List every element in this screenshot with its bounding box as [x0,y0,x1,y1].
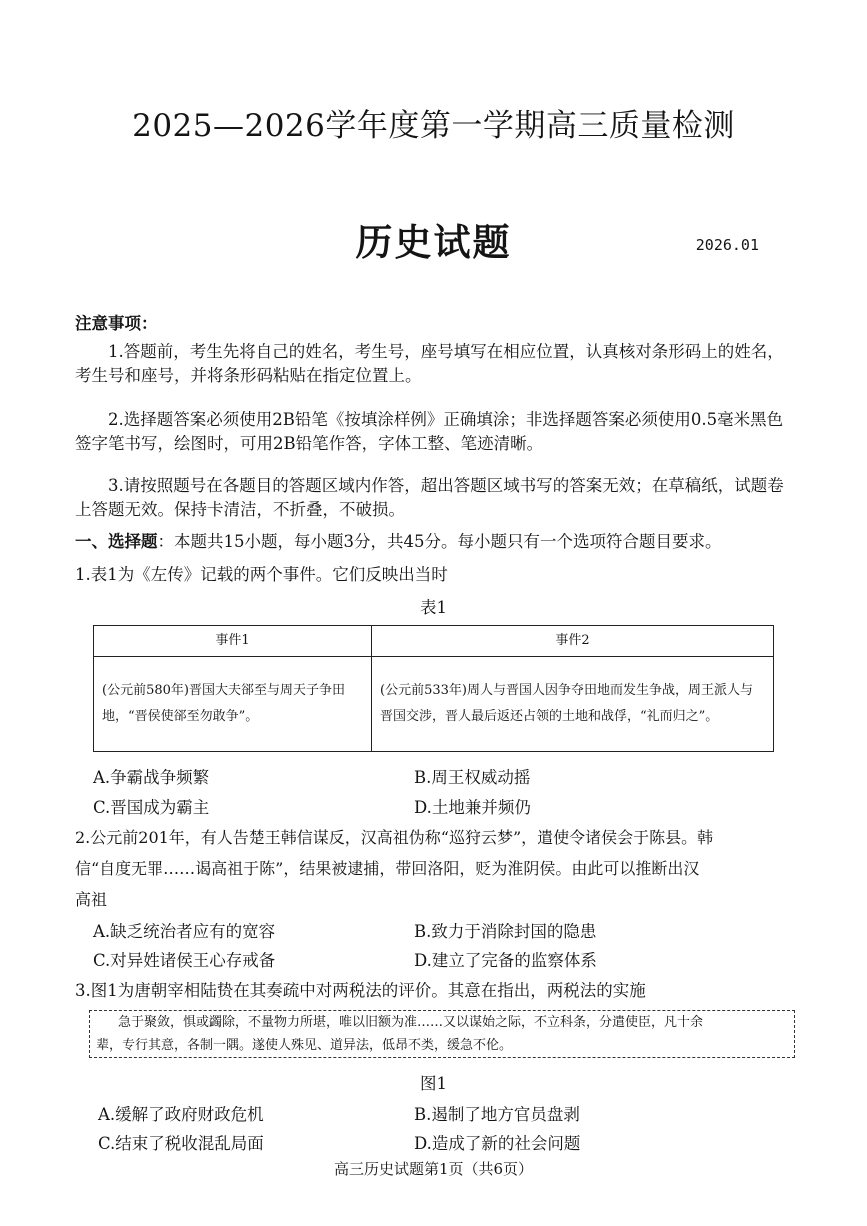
subject-title: 历史试题 [355,220,512,264]
q1-stem: 1.表1为《左传》记载的两个事件。它们反映出当时 [75,565,448,584]
q3-option-a: A.缓解了政府财政危机 [98,1105,264,1124]
q3-stem: 3.图1为唐朝宰相陆贽在其奏疏中对两税法的评价。其意在指出，两税法的实施 [75,981,646,1000]
exam-date: 2026.01 [695,236,759,254]
table-caption: 表1 [420,598,447,617]
q3-option-c: C.结束了税收混乱局面 [98,1134,264,1153]
q3-option-b: B.遏制了地方官员盘剥 [414,1105,580,1124]
notice-item-3: 3.请按照题号在各题目的答题区域内作答，超出答题区域书写的答案无效；在草稿纸，试题卷上答题无效。保持卡清洁，不折叠，不破损。 [75,476,784,519]
quote-box [89,1010,795,1058]
q2-option-c: C.对异姓诸侯王心存戒备 [93,951,276,970]
table-header-event-1: 事件1 [94,626,372,657]
q2-stem-line-1: 2.公元前201年，有人告楚王韩信谋反，汉高祖伪称“巡狩云梦”，遣使令诸侯会于陈县。韩 [75,828,714,847]
q2-stem-line-3: 高祖 [75,890,108,909]
event-table [93,625,774,752]
page-footer: 高三历史试题第1页（共6页） [333,1160,534,1178]
q3-option-d: D.造成了新的社会问题 [414,1134,581,1153]
exam-title: 2025—2026学年度第一学期高三质量检测 [132,108,735,144]
section-desc: ：本题共15小题，每小题3分，共45分。每小题只有一个选项符合题目要求。 [157,532,722,551]
table-cell-event-2: (公元前533年)周人与晋国人因争夺田地而发生争战，周王派人与晋国交涉，晋人最后返还占领的土地和战俘，“礼而归之”。 [372,657,774,752]
table-header-event-2: 事件2 [372,626,774,657]
q1-option-a: A.争霸战争频繁 [93,768,210,787]
q1-option-d: D.土地兼并频仍 [414,798,531,817]
notice-item-1: 1.答题前，考生先将自己的姓名，考生号，座号填写在相应位置，认真核对条形码上的姓名，考生号和座号，并将条形码粘贴在指定位置上。 [75,342,784,385]
section-label: 一、选择题 [75,532,158,551]
q1-option-c: C.晋国成为霸主 [93,798,210,817]
table-cell-event-1: (公元前580年)晋国大夫郤至与周天子争田地，“晋侯使郤至勿敢争”。 [94,657,372,752]
q1-option-b: B.周王权威动摇 [414,768,531,787]
notice-item-2: 2.选择题答案必须使用2B铅笔《按填涂样例》正确填涂；非选择题答案必须使用0.5毫米黑色签字笔书写，绘图时，可用2B铅笔作答，字体工整、笔迹清晰。 [75,410,784,453]
figure-caption: 图1 [420,1074,447,1093]
q2-option-a: A.缺乏统治者应有的宽容 [93,922,276,941]
q2-option-d: D.建立了完备的监察体系 [414,951,597,970]
quote-line-2: 辈，专行其意，各制一隅。遂使人殊见、道异法，低昂不类，缓急不伦。 [96,1038,513,1053]
notice-heading: 注意事项： [75,314,158,333]
q2-option-b: B.致力于消除封国的隐患 [414,922,597,941]
q2-stem-line-2: 信“自度无罪……谒高祖于陈”，结果被逮捕，带回洛阳，贬为淮阴侯。由此可以推断出汉 [75,859,700,878]
section-heading [75,530,722,554]
quote-line-1: 急于聚敛，惧或蠲除，不量物力所堪，唯以旧额为准……又以谋始之际，不立科条，分遣使臣，凡十余 [118,1015,704,1030]
